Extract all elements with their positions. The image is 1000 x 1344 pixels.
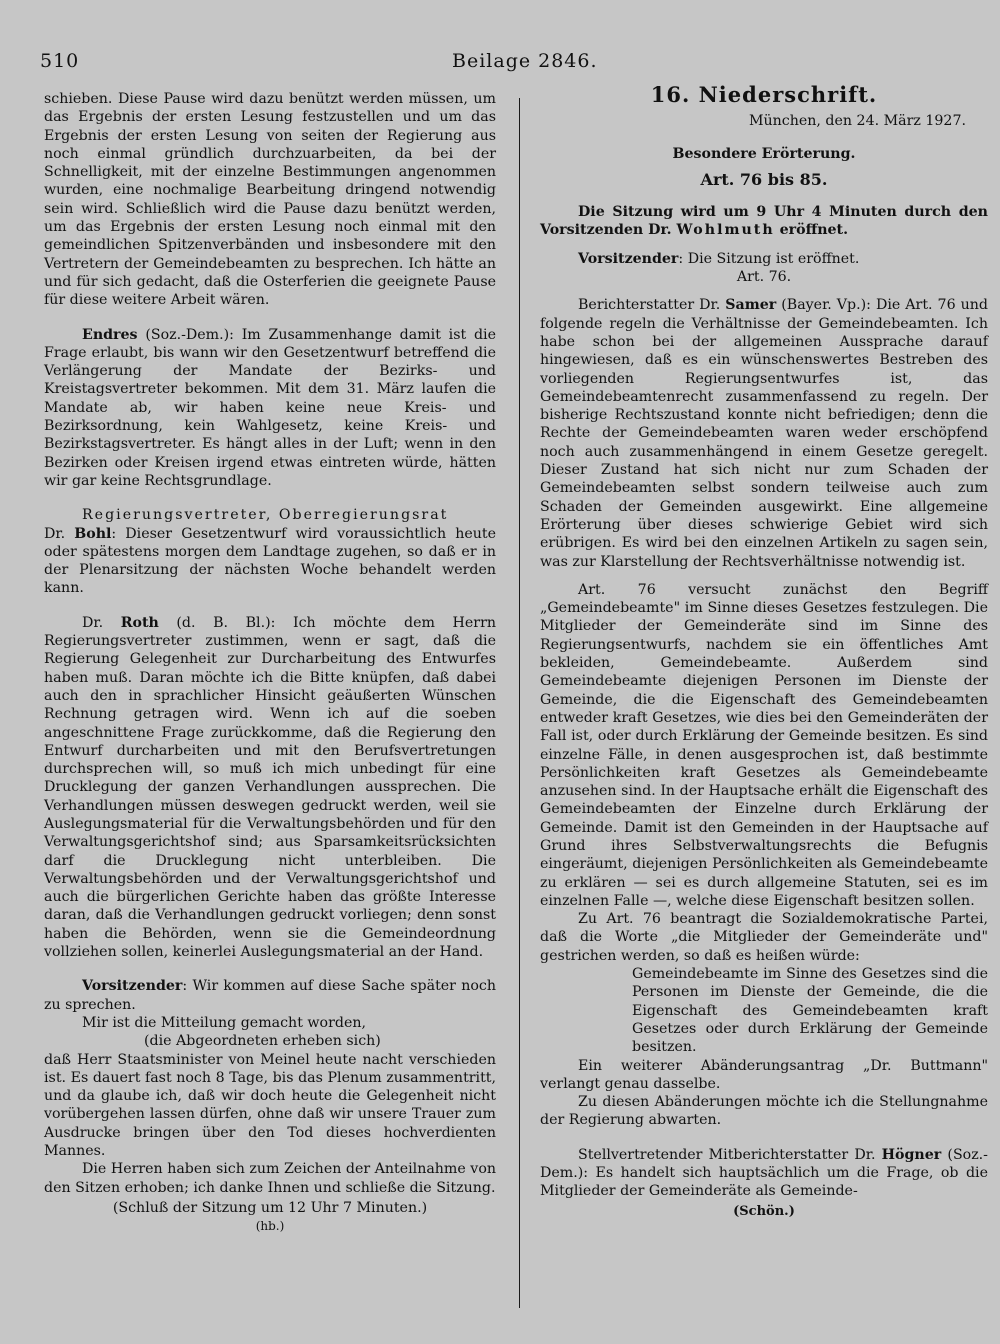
speaker-title: Berichterstatter Dr. bbox=[578, 297, 726, 314]
minutes-date: München, den 24. März 1927. bbox=[748, 113, 966, 130]
column-divider bbox=[519, 98, 520, 1308]
opening-end: eröffnet. bbox=[774, 222, 849, 239]
quoted-amendment: Gemeindebeamte im Sinne des Gesetzes sind die Personen im Dienste der Gemeinde, die die Eigenschaft des Gemeindebeamten kraft Gesetzes oder durch Erklärung der Gemeinde besitzen. bbox=[632, 966, 988, 1056]
speaker-title: Dr. bbox=[82, 614, 121, 631]
stenographer-initials: (Schön.) bbox=[733, 1203, 795, 1219]
speaker-name: Roth bbox=[120, 614, 159, 631]
speech-paragraph: Ein weiterer Abänderungsantrag „Dr. Buttmann" verlangt genau dasselbe. bbox=[540, 1057, 988, 1092]
speech-bohl bbox=[44, 506, 496, 597]
announcement-text: daß Herr Staatsminister von Meinel heute nacht verschieden ist. Es dauert fast noch 8 Tage, bis das Plenum zusammentritt, und da glaube ich, daß wir doch heute die Gelegenheit nicht vorübergehen lassen dürfen, ohne daß wir unsere Trauer zum Ausdrucke bringen über den Tod dieses hochverdienten Mannes. bbox=[44, 1051, 496, 1160]
right-column bbox=[540, 82, 988, 1221]
speech-text: (Soz.-Dem.): Im Zusammenhange damit ist die Frage erlaubt, bis wann wir den Gesetzentwurf betreffend die Verlängerung der Mandate der Bezirks- und Kreistagsvertreter bekommen. Mit dem 31. März laufen die Mandate ab, wir haben keine neue Kreis- und Bezirksordnung, kein Wahlgesetz, keine Kreis- und Bezirkstagsvertreter. Es hängt alles in der Luft; wenn in den Bezirken oder Kreisen irgend etwas eintreten würde, hätten wir gar keine Rechtsgrundlage. bbox=[44, 326, 496, 489]
speech-hoegner bbox=[540, 1146, 988, 1201]
page-number: 510 bbox=[40, 50, 80, 72]
speaker-name: Endres bbox=[82, 326, 138, 343]
continuation-paragraph: schieben. Diese Pause wird dazu benützt werden müssen, um das Ergebnis der ersten Lesung festzustellen und um das Ergebnis der ersten Lesung von seiten der Regierung aus noch einmal gründlich durchzuarbeiten, da bei der Schnelligkeit, mit der einzelne Bestimmungen angenommen wurden, eine nochmalige Bearbeitung dringend notwendig sein wird. Schließlich wird die Pause dazu benützt werden, um das Ergebnis der ersten Lesung noch einmal mit den gemeindlichen Spitzenverbänden und insbesondere mit den Vertretern der Gemeindebeamten zu besprechen. Ich hätte an und für sich gedacht, daß die Osterferien die geeignete Pause für diese weitere Arbeit wären. bbox=[44, 91, 496, 309]
stage-direction: (die Abgeordneten erheben sich) bbox=[144, 1033, 381, 1050]
speech-samer bbox=[540, 296, 988, 570]
speech-roth bbox=[44, 614, 496, 962]
announcement-line: Mir ist die Mitteilung gemacht worden, bbox=[82, 1014, 366, 1031]
speech-text: (Bayer. Vp.): Die Art. 76 und folgende regeln die Verhältnisse der Gemeindebeamten. Ich habe schon bei der allgemeinen Aussprache darauf hingewiesen, daß es ein wünschenswertes Bestreben des vorliegenden Regierungsentwurfes ist, das Gemeindebeamtenrecht zusammenfassend zu regeln. Der bisherige Rechtszustand konnte nicht befriedigen; denn die Rechte der Gemeindebeamten waren weder erschöpfend noch auch zusammenhängend in einem Gesetze geregelt. Dieser Zustand hat sich nicht nur zum Schaden der Gemeindebeamten selbst sondern teilweise auch zum Schaden der Gemeinden ausgewirkt. Eine allgemeine Erörterung über dieses schwierige Gebiet wird sich erübrigen. Es wird bei den einzelnen Artikeln zu sagen sein, was zur Klarstellung der Rechtsverhältnisse notwendig ist. bbox=[540, 297, 988, 570]
speech-paragraph: Zu diesen Abänderungen möchte ich die Stellungnahme der Regierung abwarten. bbox=[540, 1094, 988, 1129]
opening-text: Die Sitzung wird um 9 Uhr 4 Minuten durch den Vorsitzenden Dr. bbox=[540, 204, 988, 239]
speech-chair-open bbox=[540, 250, 988, 268]
article-range: Art. 76 bis 85. bbox=[700, 169, 828, 189]
speech-text: : Wir kommen auf diese Sache später noch zu sprechen. bbox=[44, 978, 496, 1013]
speaker-title: Dr. bbox=[44, 525, 75, 542]
speaker-name: Vorsitzender bbox=[82, 978, 183, 995]
speech-chair bbox=[44, 977, 496, 1014]
speaker-name: Högner bbox=[881, 1146, 942, 1163]
speech-endres bbox=[44, 326, 496, 491]
speech-text: (d. B. Bl.): Ich möchte dem Herrn Regierungsvertreter zustimmen, wenn er sagt, daß die Regierung Gelegenheit zur Durcharbeitung des Entwurfes haben muß. Daran möchte ich die Bitte knüpfen, daß dabei auch den in sprachlicher Hinsicht geäußerten Wünschen Rechnung getragen wird. Wenn ich auf die soeben angeschnittene Frage zurückkomme, daß die Regierung den Entwurf durcharbeiten und mit den Berufsvertretungen durchsprechen will, so muß ich mich unbedingt für eine Drucklegung der ganzen Verhandlungen aussprechen. Die Verhandlungen müssen deswegen gedruckt werden, weil sie Auslegungsmaterial für die Verwaltungsbehörden und für den Verwaltungsgerichtshof sind; aus Sparsamkeitsrücksichten darf die Drucklegung nicht unterbleiben. Die Verwaltungsbehörden und der Verwaltungsgerichtshof und auch die bürgerlichen Gerichte haben das größte Interesse daran, daß die Verhandlungen gedruckt vorliegen; denn sonst haben die Behörden, wenn sie die Gemeindeordnung vollziehen sollen, keinerlei Auslegungsmaterial an der Hand. bbox=[44, 614, 496, 961]
speaker-name: Samer bbox=[725, 297, 777, 314]
speaker-name: Vorsitzender bbox=[578, 250, 679, 267]
closing-paragraph: Die Herren haben sich zum Zeichen der Anteilnahme von den Sitzen erhoben; ich danke Ihnen und schließe die Sitzung. bbox=[44, 1161, 496, 1196]
minutes-title: 16. Niederschrift. bbox=[650, 82, 878, 107]
speaker-role: Regierungsvertreter, Oberregierungsrat bbox=[82, 507, 449, 524]
speech-text: : Dieser Gesetzentwurf wird voraussichtlich heute oder spätestens morgen dem Landtage zugehen, so daß er in der Plenarsitzung der nächsten Woche behandelt werden kann. bbox=[44, 525, 496, 597]
speech-text: (Soz.-Dem.): Es handelt sich hauptsächlich um die Frage, ob die Mitglieder der Gemeinderäte als Gemeinde- bbox=[540, 1146, 988, 1200]
section-subtitle: Besondere Erörterung. bbox=[672, 145, 856, 162]
speech-paragraph: Art. 76 versucht zunächst den Begriff „Gemeindebeamte" im Sinne dieses Gesetzes festzulegen. Die Mitglieder der Gemeinderäte sind im Sinne des Regierungsentwurfs, nachdem sie ein öffentliches Amt bekleiden, Gemeindebeamte. Außerdem sind Gemeindebeamte diejenigen Personen im Dienste der Gemeinde, die die Eigenschaft des Gemeindebeamten entweder kraft Gesetzes, wie dies bei den Gemeinderäten der Fall ist, oder durch Erklärung der Gemeinde besitzen. Es sind einzelne Fälle, in denen ausgesprochen ist, daß bestimmte Persönlichkeiten kraft Gesetzes als Gemeindebeamte anzusehen sind. In der Hauptsache erhält die Eigenschaft des Gemeindebeamten der Einzelne durch Erklärung der Gemeinde. Damit ist den Gemeinden in der Hauptsache auf Grund ihres Selbstverwaltungsrechts die Befugnis eingeräumt, diejenigen Persönlichkeiten als Gemeindebeamte zu erklären — sei es durch allgemeine Statuten, sei es im einzelnen Falle —, welche diese Eigenschaft besitzen sollen. bbox=[540, 581, 988, 909]
speaker-name: Bohl bbox=[74, 525, 112, 542]
left-column bbox=[44, 90, 496, 1236]
running-title: Beilage 2846. bbox=[452, 50, 598, 72]
chair-name: Wohlmuth bbox=[676, 222, 775, 239]
stenographer-initials: (hb.) bbox=[255, 1219, 285, 1234]
article-heading: Art. 76. bbox=[736, 269, 792, 286]
session-end-note: (Schluß der Sitzung um 12 Uhr 7 Minuten.) bbox=[112, 1199, 428, 1216]
opening-statement bbox=[540, 203, 988, 240]
speaker-role: Stellvertretender Mitberichterstatter Dr. bbox=[578, 1146, 882, 1163]
speech-paragraph: Zu Art. 76 beantragt die Sozialdemokratische Partei, daß die Worte „die Mitglieder der Gemeinderäte und" gestrichen werden, so daß es heißen würde: bbox=[540, 911, 988, 964]
speech-text: : Die Sitzung ist eröffnet. bbox=[678, 250, 860, 267]
